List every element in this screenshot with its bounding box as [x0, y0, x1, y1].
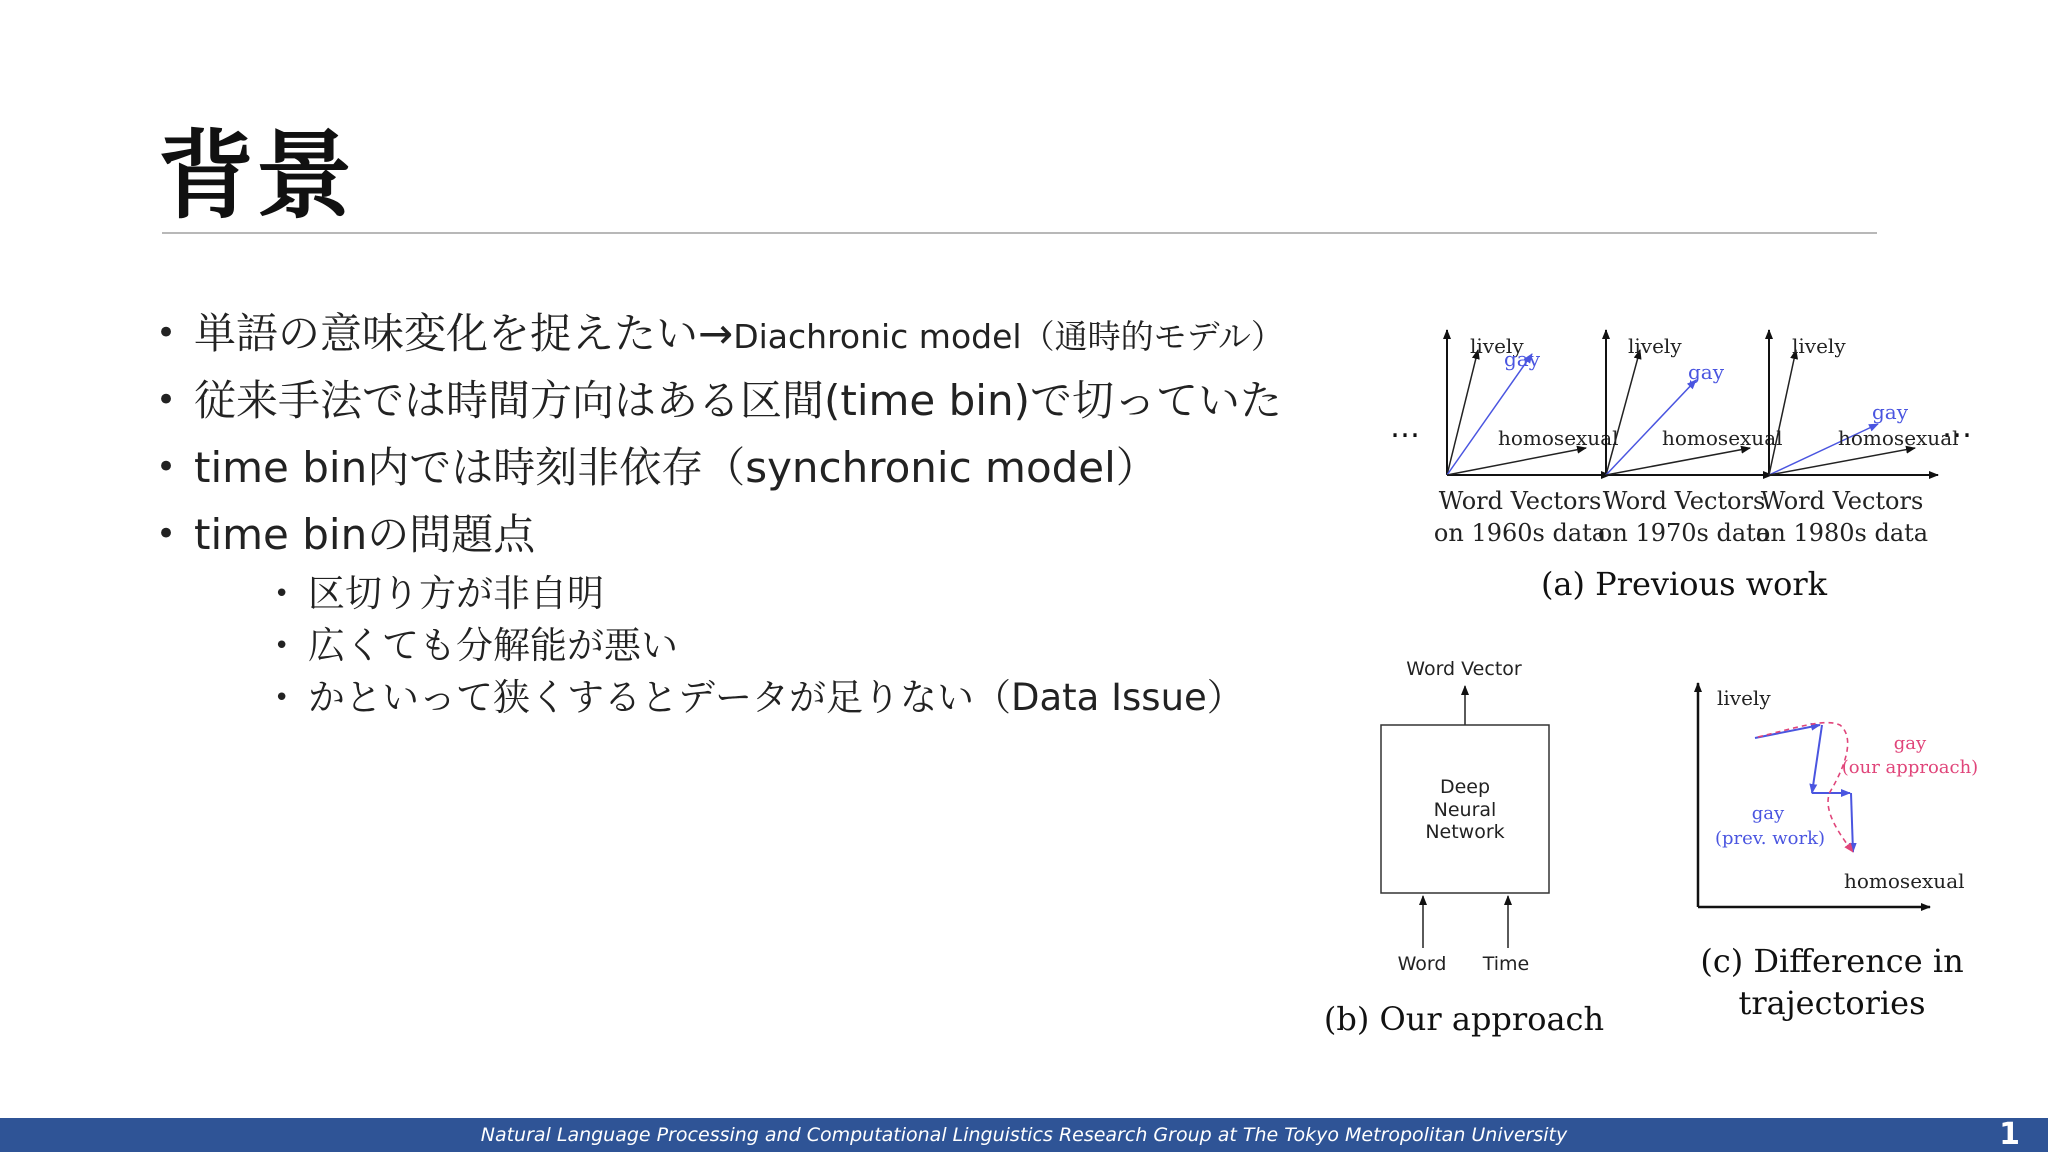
label-time: Time [1482, 953, 1530, 975]
caption-line2: on 1960s data [1433, 519, 1607, 547]
page-number: 1 [1999, 1117, 2020, 1152]
caption-line1: Word Vectors [1602, 487, 1766, 515]
panel-1980s [1756, 330, 1959, 547]
caption-line1: Word Vectors [1438, 487, 1602, 515]
prev-traj-seg2 [1812, 725, 1822, 793]
footer-text: Natural Language Processing and Computational Linguistics Research Group at The Tokyo Metropolitan University [480, 1124, 1568, 1146]
bullet-text: time bin内では時刻非依存（synchronic model） [194, 443, 1158, 492]
sub-bullet-text: 区切り方が非自明 [308, 572, 604, 615]
figure-c-trajectories [1698, 683, 1978, 1022]
label-lively: lively [1717, 686, 1771, 710]
label-homosexual: homosexual [1498, 426, 1619, 450]
ellipsis-right: … [1942, 410, 1972, 445]
panel-1970s [1598, 330, 1783, 547]
dnn-label-3: Network [1425, 821, 1505, 843]
panel-1960s [1434, 330, 1619, 547]
label-lively: lively [1470, 334, 1524, 358]
figure-b-caption: (b) Our approach [1323, 1000, 1605, 1038]
label-lively: lively [1792, 334, 1846, 358]
label-gay: gay [1504, 347, 1541, 371]
slide-title: 背景 [158, 120, 354, 232]
label-lively: lively [1628, 334, 1682, 358]
bullet-text: 従来手法では時間方向はある区間(time bin)で切っていた [194, 376, 1282, 425]
dnn-label-1: Deep [1439, 776, 1491, 798]
prev-traj-seg4 [1851, 793, 1853, 852]
figure-a-previous-work [1390, 330, 1972, 603]
vector-gay [1447, 354, 1532, 475]
caption-line1: Word Vectors [1760, 487, 1924, 515]
figure-b-our-approach [1324, 658, 1604, 1038]
label-gay-prev-note: (prev. work) [1714, 828, 1826, 849]
label-word-vector: Word Vector [1406, 658, 1522, 680]
vector-lively [1447, 350, 1478, 475]
dnn-label-2: Neural [1433, 799, 1497, 821]
label-gay-ours-note: (our approach) [1841, 757, 1979, 778]
bullet-text: 単語の意味変化を捉えたい→ [194, 309, 734, 358]
prev-traj-seg1 [1755, 725, 1820, 738]
figure-c-caption-line2: trajectories [1738, 984, 1926, 1022]
bullet-text-small: Diachronic model（通時的モデル） [733, 317, 1284, 356]
vector-homosexual [1769, 448, 1915, 475]
sub-bullet-text: かといって狭くするとデータが足りない（Data Issue） [308, 676, 1244, 719]
label-gay-ours: gay [1893, 733, 1927, 754]
label-word: Word [1397, 953, 1447, 975]
label-gay: gay [1688, 360, 1725, 384]
bullet-text: time binの問題点 [194, 510, 536, 559]
vector-homosexual [1447, 448, 1586, 475]
label-homosexual: homosexual [1844, 869, 1965, 893]
footer-bar [0, 1118, 2048, 1152]
label-homosexual: homosexual [1662, 426, 1783, 450]
figure-c-caption-line1: (c) Difference in [1700, 942, 1964, 980]
label-homosexual: homosexual [1838, 426, 1959, 450]
figure-a-caption: (a) Previous work [1540, 565, 1828, 603]
caption-line2: on 1970s data [1597, 519, 1771, 547]
ellipsis-left: … [1390, 410, 1420, 445]
label-gay: gay [1872, 400, 1909, 424]
vector-lively [1769, 350, 1796, 475]
caption-line2: on 1980s data [1755, 519, 1929, 547]
sub-bullet-text: 広くても分解能が悪い [308, 624, 678, 667]
label-gay-prev: gay [1751, 803, 1785, 824]
